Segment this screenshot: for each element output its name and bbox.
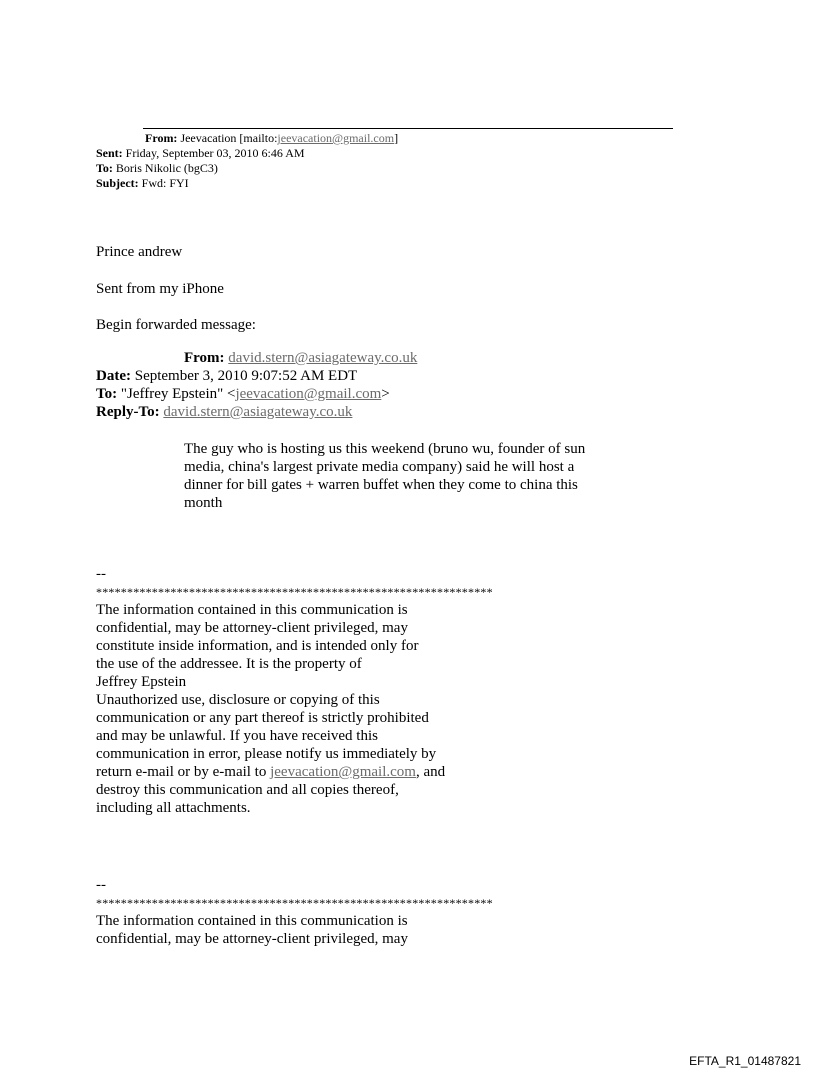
forwarded-email-header bbox=[96, 349, 417, 421]
inner-replyto-email-link[interactable]: david.stern@asiagateway.co.uk bbox=[163, 404, 353, 420]
disclaimer-line: The information contained in this communication is bbox=[96, 602, 408, 618]
quoted-line: media, china's largest private media company) said he will host a bbox=[184, 459, 575, 475]
disclaimer-line: including all attachments. bbox=[96, 800, 251, 816]
disclaimer-line: confidential, may be attorney-client privileged, may bbox=[96, 931, 408, 947]
outer-subject-line: Subject: Fwd: FYI bbox=[96, 176, 189, 190]
disclaimer-line: communication or any part thereof is strictly prohibited bbox=[96, 710, 429, 726]
disclaimer-line: The information contained in this communication is bbox=[96, 913, 408, 929]
disclaimer-line: Jeffrey Epstein bbox=[96, 674, 187, 690]
disclaimer-line: destroy this communication and all copies thereof, bbox=[96, 782, 399, 798]
asterisk-divider: **************************************************************** bbox=[96, 585, 493, 599]
inner-date-line: Date: September 3, 2010 9:07:52 AM EDT bbox=[96, 368, 358, 384]
bates-number: EFTA_R1_01487821 bbox=[689, 1054, 801, 1068]
header-divider-line bbox=[143, 128, 673, 129]
confidentiality-disclaimer-2 bbox=[96, 876, 493, 948]
disclaimer-line: constitute inside information, and is intended only for bbox=[96, 638, 419, 654]
signature-separator: -- bbox=[96, 566, 106, 582]
quoted-line: The guy who is hosting us this weekend (bruno wu, founder of sun bbox=[184, 441, 586, 457]
inner-from-email-link[interactable]: david.stern@asiagateway.co.uk bbox=[228, 350, 418, 366]
inner-replyto-line: Reply-To: david.stern@asiagateway.co.uk bbox=[96, 404, 353, 420]
signature-separator: -- bbox=[96, 877, 106, 893]
quoted-line: dinner for bill gates + warren buffet when they come to china this bbox=[184, 477, 578, 493]
body-line-begin-forwarded: Begin forwarded message: bbox=[96, 317, 256, 333]
disclaimer-line: Unauthorized use, disclosure or copying of this bbox=[96, 692, 380, 708]
disclaimer-line: communication in error, please notify us immediately by bbox=[96, 746, 437, 762]
outer-from-line: From: Jeevacation [mailto:jeevacation@gmail.com] bbox=[145, 131, 399, 145]
outer-to-line: To: Boris Nikolic (bgC3) bbox=[96, 161, 218, 175]
disclaimer-line: the use of the addressee. It is the property of bbox=[96, 656, 362, 672]
outer-email-header bbox=[96, 131, 398, 191]
disclaimer-line: confidential, may be attorney-client privileged, may bbox=[96, 620, 408, 636]
disclaimer-return-line: return e-mail or by e-mail to jeevacation@gmail.com, and bbox=[96, 764, 446, 780]
disclaimer-email-link[interactable]: jeevacation@gmail.com bbox=[270, 764, 416, 780]
quoted-message bbox=[184, 440, 624, 512]
inner-to-email-link[interactable]: jeevacation@gmail.com bbox=[235, 386, 382, 402]
outer-from-email-link[interactable]: jeevacation@gmail.com bbox=[277, 131, 395, 145]
body-line-sent-from-iphone: Sent from my iPhone bbox=[96, 281, 224, 297]
inner-from-line: From: david.stern@asiagateway.co.uk bbox=[184, 350, 418, 366]
inner-to-line: To: "Jeffrey Epstein" <jeevacation@gmail.com> bbox=[96, 386, 390, 402]
disclaimer-line: and may be unlawful. If you have received this bbox=[96, 728, 378, 744]
asterisk-divider: **************************************************************** bbox=[96, 896, 493, 910]
quoted-line: month bbox=[184, 495, 223, 511]
body-line-prince-andrew: Prince andrew bbox=[96, 244, 183, 260]
outer-sent-line: Sent: Friday, September 03, 2010 6:46 AM bbox=[96, 146, 305, 160]
confidentiality-disclaimer-1 bbox=[96, 565, 493, 817]
